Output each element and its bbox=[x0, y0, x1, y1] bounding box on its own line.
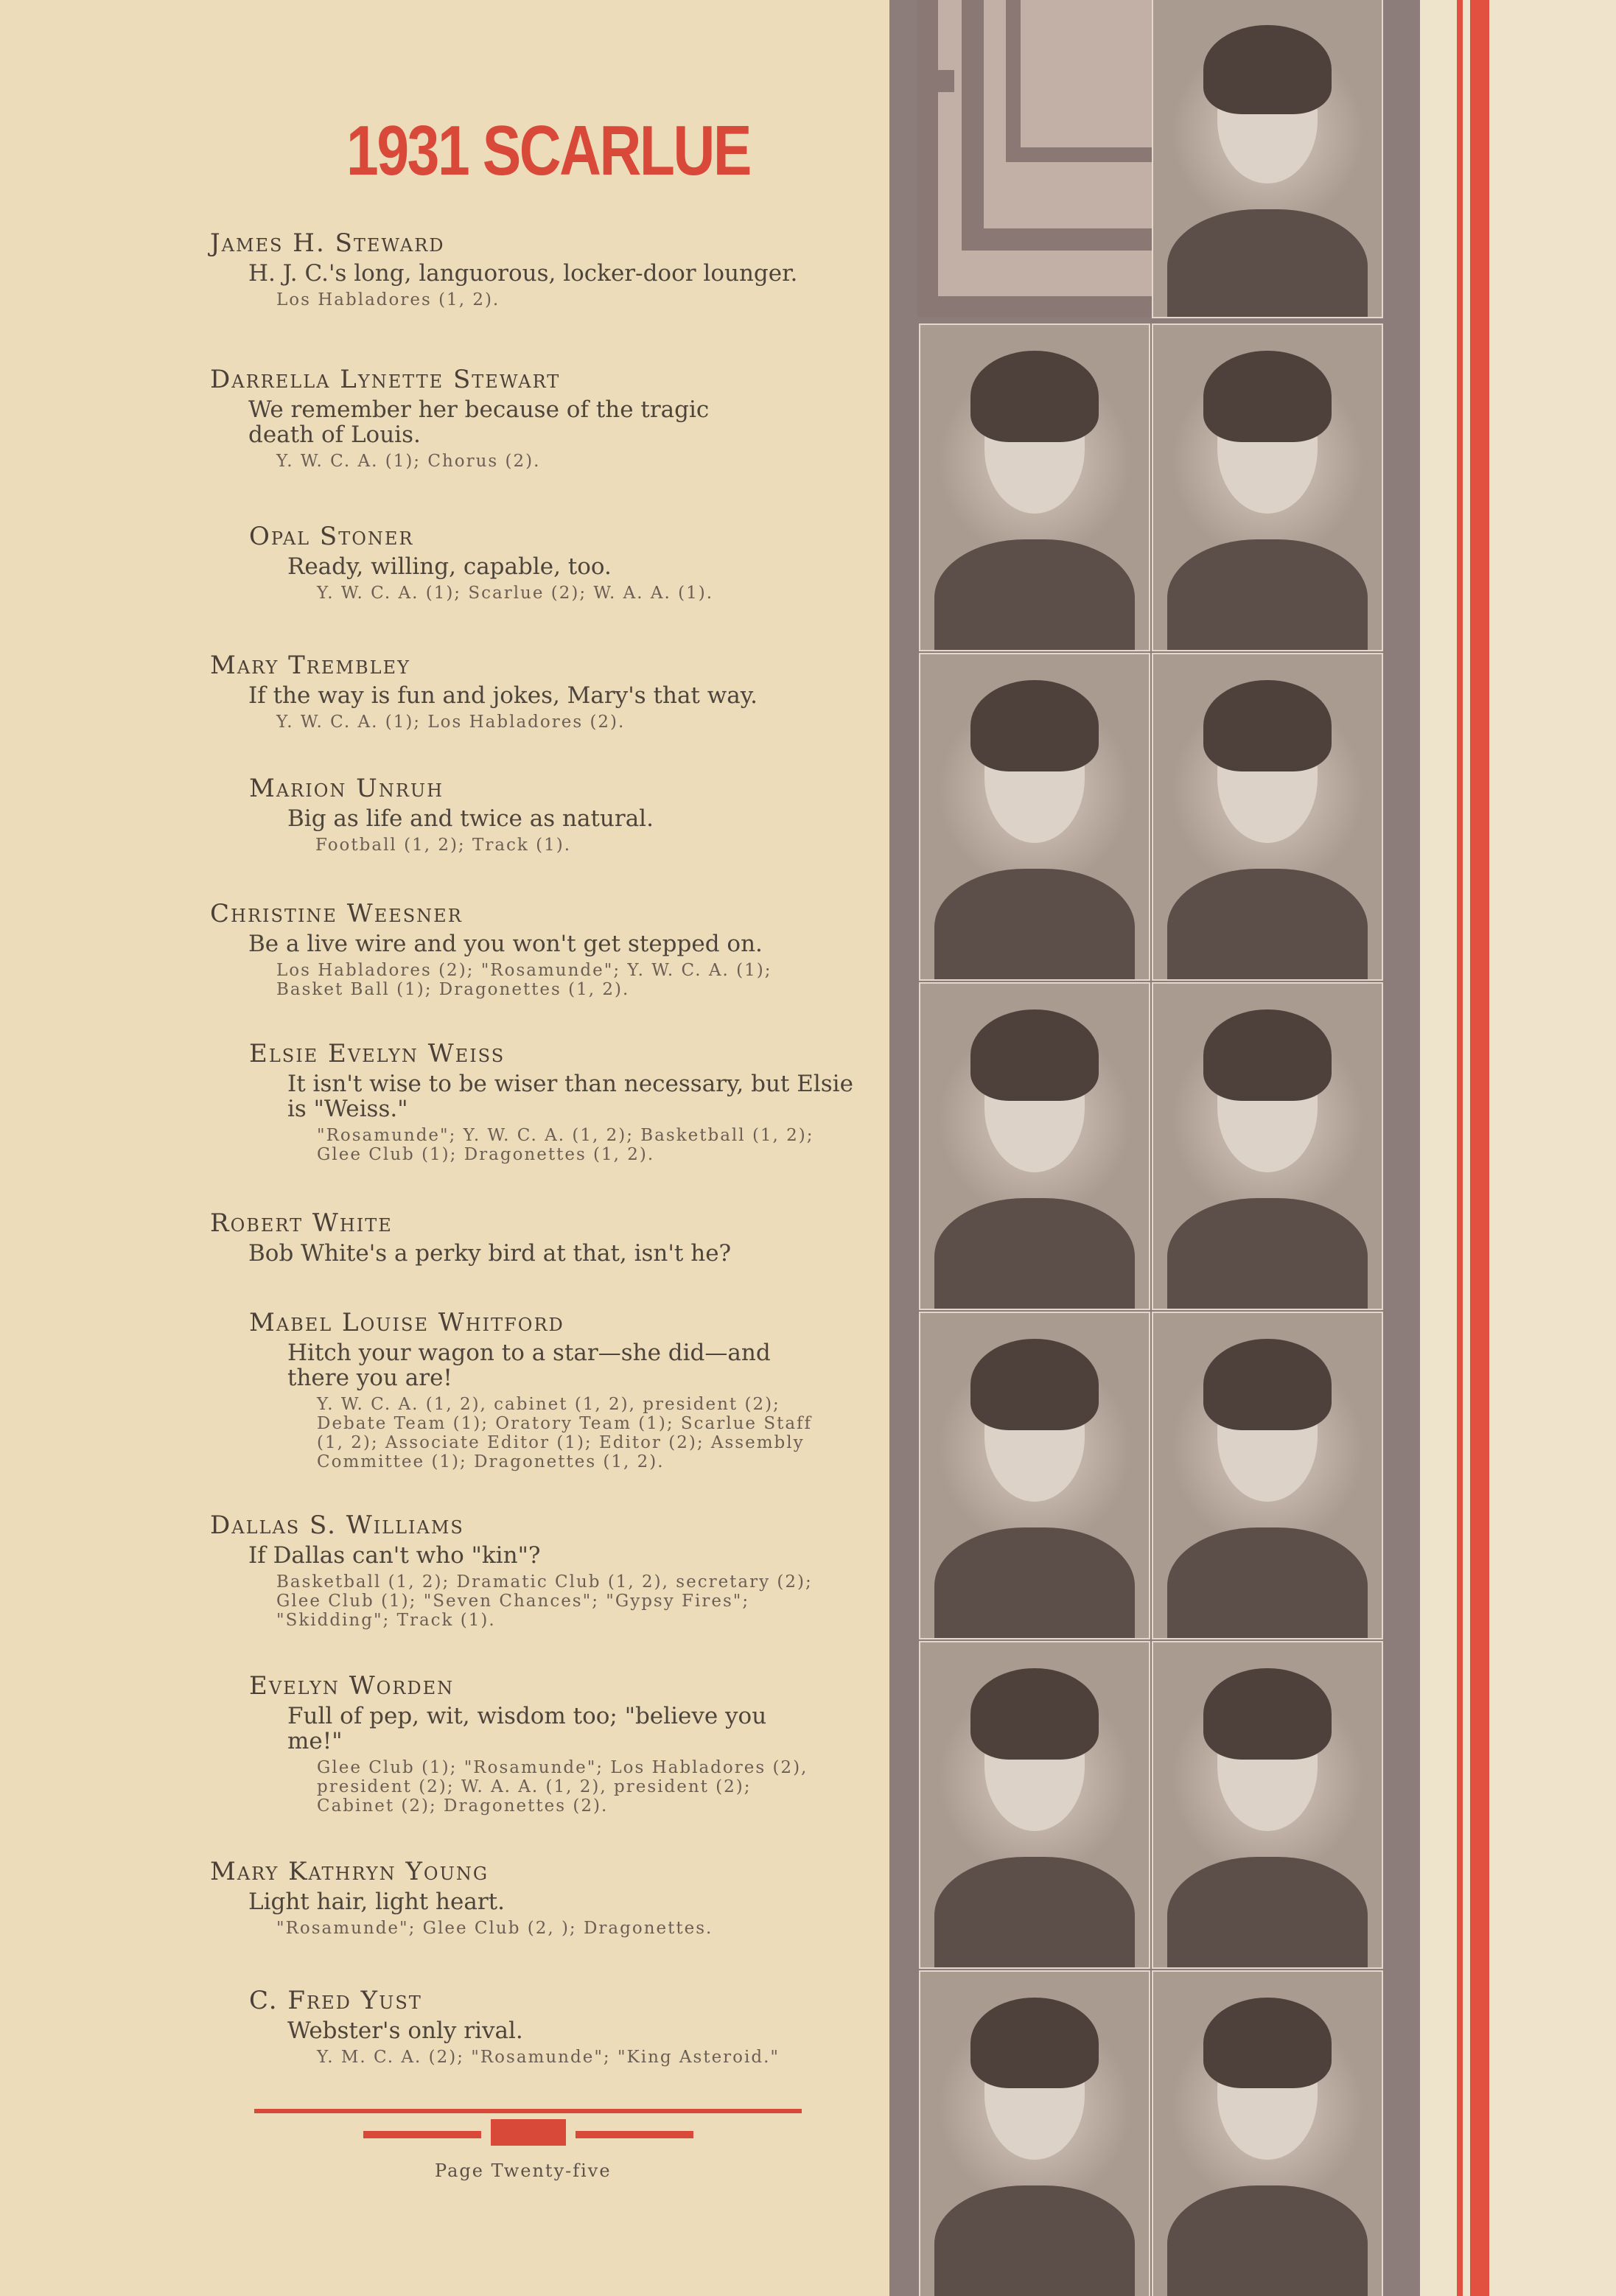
student-name: Marion Unruh bbox=[249, 774, 444, 803]
student-portrait bbox=[1153, 654, 1382, 979]
student-entry bbox=[210, 1511, 873, 1630]
student-entry bbox=[210, 651, 873, 732]
footer-ornament-block bbox=[491, 2119, 566, 2146]
student-activities: Y. W. C. A. (1); Chorus (2). bbox=[276, 452, 541, 471]
red-border-line bbox=[1457, 0, 1463, 2296]
student-activities: Y. W. C. A. (1); Los Habladores (2). bbox=[276, 713, 626, 732]
student-quote: Full of pep, wit, wisdom too; "believe you me!" bbox=[287, 1703, 767, 1754]
footer-ornament-bar bbox=[576, 2131, 693, 2138]
student-quote: We remember her because of the tragic death of Louis. bbox=[248, 396, 710, 448]
student-entry bbox=[210, 1857, 873, 1938]
student-portrait bbox=[920, 1313, 1149, 1638]
student-entry bbox=[210, 1208, 873, 1266]
student-entry bbox=[249, 774, 839, 855]
student-entry bbox=[249, 1671, 883, 1816]
student-portrait bbox=[920, 654, 1149, 979]
student-portrait bbox=[1153, 984, 1382, 1309]
page-number: Page Twenty-five bbox=[435, 2160, 612, 2181]
student-activities: Football (1, 2); Track (1). bbox=[315, 836, 572, 855]
student-activities: Y. M. C. A. (2); "Rosamunde"; "King Asteroid." bbox=[317, 2048, 780, 2067]
student-quote: H. J. C.'s long, languorous, locker-door lounger. bbox=[248, 260, 798, 287]
student-name: Christine Weesner bbox=[210, 899, 463, 928]
student-portrait bbox=[920, 984, 1149, 1309]
student-activities: Y. W. C. A. (1, 2), cabinet (1, 2), president (2); Debate Team (1); Oratory Team (1); Scarlue Staff (1, 2); Associate Editor (1); Editor (2); Assembly Committee (1); Dragonettes (1, 2). bbox=[317, 1395, 813, 1471]
student-name: Robert White bbox=[210, 1208, 393, 1238]
student-entry bbox=[210, 899, 873, 999]
student-quote: Ready, willing, capable, too. bbox=[287, 553, 612, 580]
student-entry bbox=[210, 228, 873, 309]
red-border-line bbox=[1470, 0, 1489, 2296]
student-entry bbox=[249, 1986, 883, 2067]
student-name: C. Fred Yust bbox=[249, 1986, 422, 2015]
footer-ornament-bar bbox=[363, 2131, 481, 2138]
student-entry bbox=[249, 1308, 883, 1471]
student-activities: Los Habladores (1, 2). bbox=[276, 290, 500, 309]
footer-rule bbox=[254, 2109, 802, 2113]
page-title: 1931 SCARLUE bbox=[346, 111, 750, 190]
student-activities: Los Habladores (2); "Rosamunde"; Y. W. C. A. (1); Basket Ball (1); Dragonettes (1, 2). bbox=[276, 961, 772, 999]
student-quote: Light hair, light heart. bbox=[248, 1889, 505, 1915]
student-activities: "Rosamunde"; Y. W. C. A. (1, 2); Basketball (1, 2); Glee Club (1); Dragonettes (1, 2). bbox=[317, 1126, 814, 1164]
student-name: Darrella Lynette Stewart bbox=[210, 365, 561, 394]
student-portrait bbox=[920, 1972, 1149, 2296]
student-name: Mary Trembley bbox=[210, 651, 410, 680]
margin-stripe bbox=[1463, 0, 1470, 2296]
student-name: Mabel Louise Whitford bbox=[249, 1308, 564, 1337]
student-name: Elsie Evelyn Weiss bbox=[249, 1039, 506, 1068]
student-activities: Glee Club (1); "Rosamunde"; Los Habladores (2), president (2); W. A. A. (1, 2), president (2); Cabinet (2); Dragonettes (2). bbox=[317, 1758, 808, 1816]
student-portrait bbox=[920, 325, 1149, 650]
student-quote: Bob White's a perky bird at that, isn't he? bbox=[248, 1240, 732, 1267]
page-margin bbox=[1489, 0, 1616, 2296]
student-quote: It isn't wise to be wiser than necessary, but Elsie is "Weiss." bbox=[287, 1071, 853, 1122]
student-name: Evelyn Worden bbox=[249, 1671, 455, 1701]
student-name: Dallas S. Williams bbox=[210, 1511, 464, 1540]
student-portrait bbox=[1153, 0, 1382, 317]
student-quote: If the way is fun and jokes, Mary's that way. bbox=[248, 682, 758, 709]
decorative-corner-pattern bbox=[917, 0, 1153, 317]
student-portrait bbox=[1153, 1642, 1382, 1967]
student-portrait bbox=[1153, 325, 1382, 650]
student-quote: Hitch your wagon to a star—she did—and there you are! bbox=[287, 1340, 771, 1391]
student-portrait bbox=[1153, 1313, 1382, 1638]
student-activities: Basketball (1, 2); Dramatic Club (1, 2), secretary (2); Glee Club (1); "Seven Chances"; "Gypsy Fires"; "Skidding"; Track (1). bbox=[276, 1572, 813, 1630]
student-activities: Y. W. C. A. (1); Scarlue (2); W. A. A. (1). bbox=[317, 584, 714, 603]
student-name: Mary Kathryn Young bbox=[210, 1857, 489, 1886]
student-activities: "Rosamunde"; Glee Club (2, ); Dragonettes. bbox=[276, 1919, 713, 1938]
student-portrait bbox=[1153, 1972, 1382, 2296]
student-entry bbox=[210, 365, 785, 471]
student-entry bbox=[249, 1039, 883, 1164]
student-quote: Big as life and twice as natural. bbox=[287, 805, 654, 832]
student-quote: If Dallas can't who "kin"? bbox=[248, 1542, 541, 1569]
student-entry bbox=[249, 522, 839, 603]
student-name: Opal Stoner bbox=[249, 522, 414, 551]
margin-stripe bbox=[1420, 0, 1457, 2296]
student-quote: Be a live wire and you won't get stepped on. bbox=[248, 931, 763, 957]
student-name: James H. Steward bbox=[210, 228, 445, 258]
student-portrait bbox=[920, 1642, 1149, 1967]
student-quote: Webster's only rival. bbox=[287, 2017, 523, 2044]
